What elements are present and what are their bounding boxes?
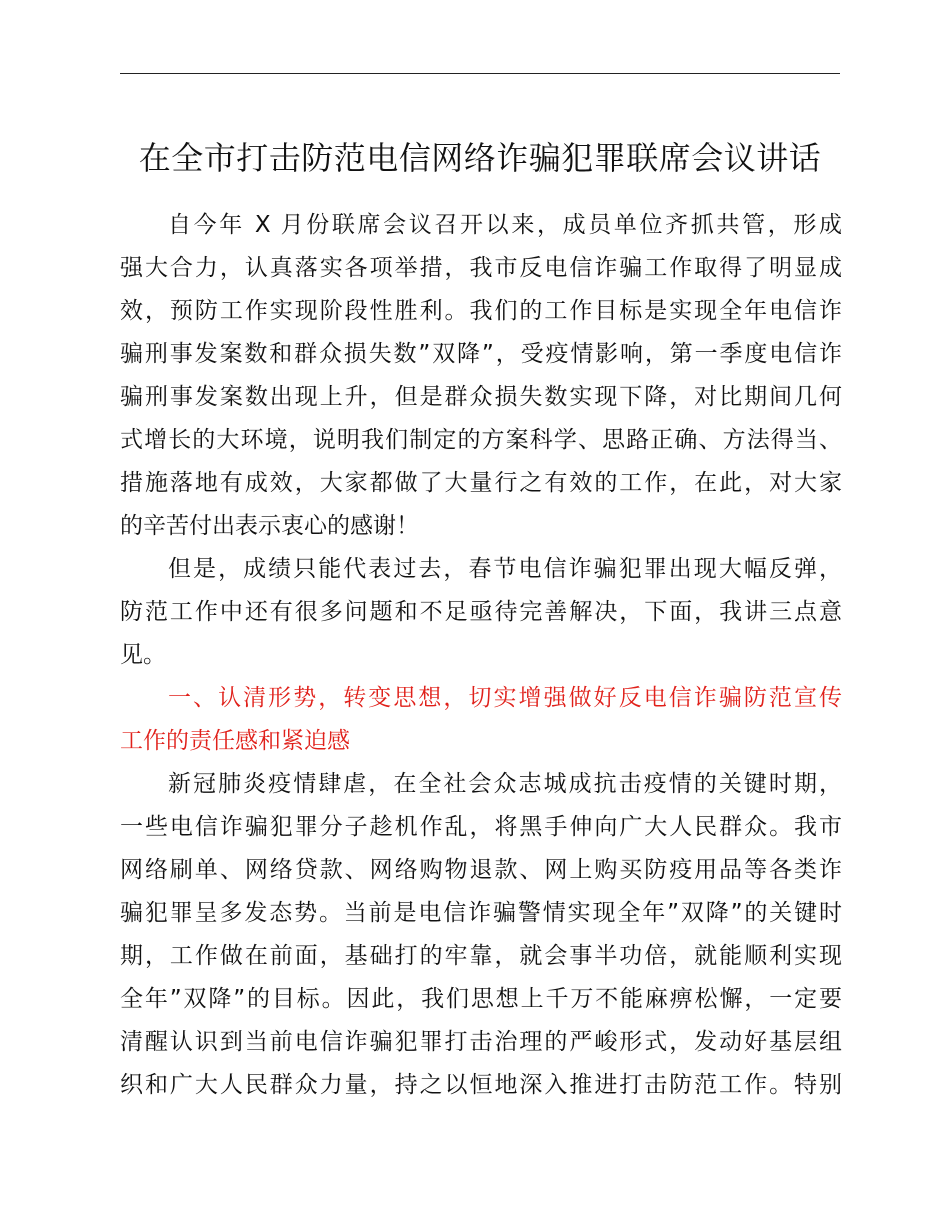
paragraph-section-1: [120, 763, 842, 1107]
paragraph-line: 见。: [120, 642, 166, 668]
paragraph-line: 但是，成绩只能代表过去，春节电信诈骗犯罪出现大幅反弹，: [168, 556, 842, 582]
paragraph-line: 清醒认识到当前电信诈骗犯罪打击治理的严峻形式，发动好基层组: [120, 1029, 842, 1055]
paragraph-line: 骗刑事发案数和群众损失数”双降”，受疫情影响，第一季度电信诈: [120, 341, 842, 367]
section-heading-1: [120, 677, 842, 763]
paragraph-line: 骗刑事发案数出现上升，但是群众损失数实现下降，对比期间几何: [120, 384, 842, 410]
paragraph-line: 新冠肺炎疫情肆虐，在全社会众志城成抗击疫情的关键时期，: [168, 771, 842, 797]
header-rule: [120, 73, 840, 74]
paragraph-line: 防范工作中还有很多问题和不足亟待完善解决，下面，我讲三点意: [120, 599, 842, 625]
document-body: [120, 204, 842, 1107]
paragraph-line: 的辛苦付出表示衷心的感谢！: [120, 513, 419, 539]
paragraph-intro: [120, 204, 842, 548]
document-title: 在全市打击防范电信网络诈骗犯罪联席会议讲话: [138, 139, 822, 177]
paragraph-line: 骗犯罪呈多发态势。当前是电信诈骗警情实现全年”双降”的关键时: [120, 900, 842, 926]
paragraph-line: 期，工作做在前面，基础打的牢靠，就会事半功倍，就能顺利实现: [120, 943, 842, 969]
paragraph-transition: [120, 548, 842, 677]
paragraph-line: 强大合力，认真落实各项举措，我市反电信诈骗工作取得了明显成: [120, 255, 842, 281]
paragraph-line: 织和广大人民群众力量，持之以恒地深入推进打击防范工作。特别: [120, 1072, 842, 1098]
paragraph-line: 自今年 X 月份联席会议召开以来，成员单位齐抓共管，形成: [168, 212, 842, 238]
paragraph-line: 措施落地有成效，大家都做了大量行之有效的工作，在此，对大家: [120, 470, 842, 496]
paragraph-line: 式增长的大环境，说明我们制定的方案科学、思路正确、方法得当、: [120, 427, 842, 453]
paragraph-line: 效，预防工作实现阶段性胜利。我们的工作目标是实现全年电信诈: [120, 298, 842, 324]
paragraph-line: 全年”双降”的目标。因此，我们思想上千万不能麻痹松懈，一定要: [120, 986, 842, 1012]
paragraph-line: 一些电信诈骗犯罪分子趁机作乱，将黑手伸向广大人民群众。我市: [120, 814, 842, 840]
paragraph-line: 网络刷单、网络贷款、网络购物退款、网上购买防疫用品等各类诈: [120, 857, 842, 883]
heading-line: 一、认清形势，转变思想，切实增强做好反电信诈骗防范宣传: [168, 685, 842, 711]
heading-line: 工作的责任感和紧迫感: [120, 728, 350, 754]
